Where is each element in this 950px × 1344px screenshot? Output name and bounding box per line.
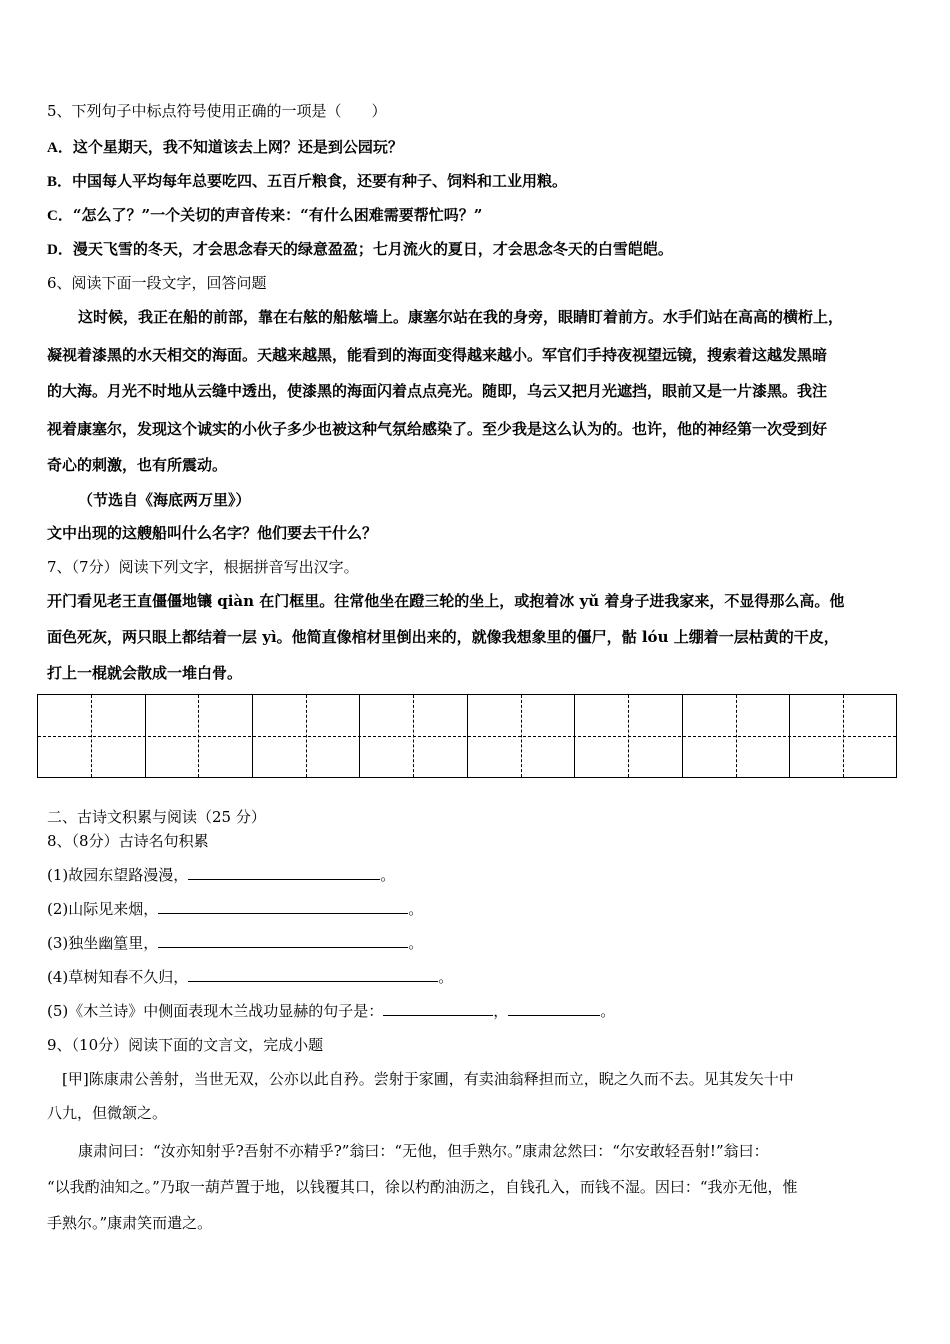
q9-passage-line: “以我酌油知之。”乃取一葫芦置于地，以钱覆其口，徐以杓酌油沥之，自钱孔入，而钱不湿。因曰：“我亦无他，惟: [47, 1178, 798, 1196]
q6-passage-line: 奇心的刺激，也有所震动。: [47, 456, 228, 474]
item-mid: ，: [493, 1002, 509, 1020]
answer-blank[interactable]: [383, 1001, 493, 1016]
q5-option-a[interactable]: [47, 136, 910, 159]
section-2-title: 二、古诗文积累与阅读（25 分）: [47, 808, 266, 826]
item-suffix: 。: [408, 900, 424, 918]
grid-divider: [736, 695, 737, 777]
grid-divider: [413, 695, 414, 777]
item-prefix: (5)《木兰诗》中侧面表现木兰战功显赫的句子是：: [47, 1002, 384, 1020]
q6-passage-line: 这时候，我正在船的前部，靠在右舷的船舷墙上。康塞尔站在我的身旁，眼睛盯着前方。水手们站在高高的横桁上，: [78, 308, 844, 326]
answer-blank[interactable]: [188, 865, 380, 880]
q5-option-b[interactable]: [47, 170, 910, 193]
q9-stem: 9、（10分）阅读下面的文言文，完成小题: [47, 1036, 324, 1054]
item-prefix: (1)故园东望路漫漫，: [47, 866, 189, 884]
answer-blank[interactable]: [508, 1001, 600, 1016]
item-suffix: 。: [438, 968, 454, 986]
q8-item-3: [47, 932, 910, 954]
answer-blank[interactable]: [158, 899, 408, 914]
q6-question: 文中出现的这艘船叫什么名字？他们要去干什么？: [47, 524, 378, 542]
option-letter: B．: [47, 174, 73, 190]
grid-divider: [91, 695, 92, 777]
item-suffix: 。: [380, 866, 396, 884]
grid-divider: [359, 695, 360, 777]
item-suffix: 。: [408, 934, 424, 952]
option-letter: C．: [47, 208, 73, 224]
q6-passage-line: 视着康塞尔，发现这个诚实的小伙子多少也被这种气氛给感染了。至少我是这么认为的。也许，他的神经第一次受到好: [47, 420, 828, 438]
q8-item-5: [47, 1000, 910, 1022]
grid-divider: [145, 695, 146, 777]
option-text: “怎么了？”一个关切的声音传来：“有什么困难需要帮忙吗？”: [72, 206, 483, 224]
q6-stem: 6、阅读下面一段文字，回答问题: [47, 274, 267, 292]
option-text: 漫天飞雪的冬天，才会思念春天的绿意盈盈；七月流火的夏日，才会思念冬天的白雪皑皑。: [72, 240, 673, 258]
q9-passage-line: 康肃问曰：“汝亦知射乎?吾射不亦精乎?”翁曰：“无他，但手熟尔。”康肃忿然曰：“尔安敢轻吾射!”翁曰：: [78, 1142, 769, 1160]
grid-divider: [252, 695, 253, 777]
answer-blank[interactable]: [188, 967, 438, 982]
q7-passage-line: 面色死灰，两只眼上都结着一层 yì。他简直像棺材里倒出来的，就像我想象里的僵尸，骷 lóu 上绷着一层枯黄的干皮，: [47, 628, 839, 646]
q8-item-2: [47, 898, 910, 920]
q8-item-4: [47, 966, 910, 988]
grid-divider: [521, 695, 522, 777]
option-letter: A．: [47, 140, 73, 156]
answer-blank[interactable]: [158, 933, 408, 948]
q5-option-c[interactable]: [47, 204, 910, 227]
option-text: 中国每人平均每年总要吃四、五百斤粮食，还要有种子、饲料和工业用粮。: [72, 172, 568, 190]
item-prefix: (2)山际见来烟，: [47, 900, 159, 918]
q5-stem: 5、下列句子中标点符号使用正确的一项是（ ）: [47, 102, 387, 120]
item-suffix: 。: [600, 1002, 616, 1020]
item-prefix: (4)草树知春不久归，: [47, 968, 189, 986]
q6-passage-line: 的大海。月光不时地从云缝中透出，使漆黑的海面闪着点点亮光。随即，乌云又把月光遮挡，眼前又是一片漆黑。我注: [47, 382, 828, 400]
grid-divider: [306, 695, 307, 777]
option-text: 这个星期天，我不知道该去上网？还是到公园玩？: [72, 138, 403, 156]
q8-item-1: [47, 864, 910, 886]
grid-divider: [198, 695, 199, 777]
grid-divider: [628, 695, 629, 777]
answer-grid[interactable]: [37, 694, 897, 778]
q6-source: （节选自《海底两万里》）: [78, 491, 251, 509]
q9-passage-line: 手熟尔。”康肃笑而遣之。: [47, 1214, 213, 1232]
grid-divider: [682, 695, 683, 777]
q5-option-d[interactable]: [47, 238, 910, 261]
q7-passage-line: 打上一棍就会散成一堆白骨。: [47, 664, 243, 682]
q9-passage-line: 八九，但微颔之。: [47, 1104, 168, 1122]
q7-passage-line: 开门看见老王直僵僵地镶 qiàn 在门框里。往常他坐在蹬三轮的坐上，或抱着冰 yǔ 着身子进我家来，不显得那么高。他: [47, 592, 845, 610]
grid-divider: [843, 695, 844, 777]
q6-passage-line: 凝视着漆黑的水天相交的海面。天越来越黑，能看到的海面变得越来越小。军官们手持夜视望远镜，搜索着这越发黑暗: [47, 346, 828, 364]
option-letter: D．: [47, 242, 73, 258]
q9-passage-line: [甲]陈康肃公善射，当世无双，公亦以此自矜。尝射于家圃，有卖油翁释担而立，睨之久而不去。见其发矢十中: [62, 1070, 794, 1088]
item-prefix: (3)独坐幽篁里，: [47, 934, 159, 952]
grid-divider: [574, 695, 575, 777]
grid-divider: [467, 695, 468, 777]
grid-divider: [789, 695, 790, 777]
q8-stem: 8、（8分）古诗名句积累: [47, 832, 209, 850]
q7-stem: 7、（7分）阅读下列文字，根据拼音写出汉字。: [47, 558, 359, 576]
